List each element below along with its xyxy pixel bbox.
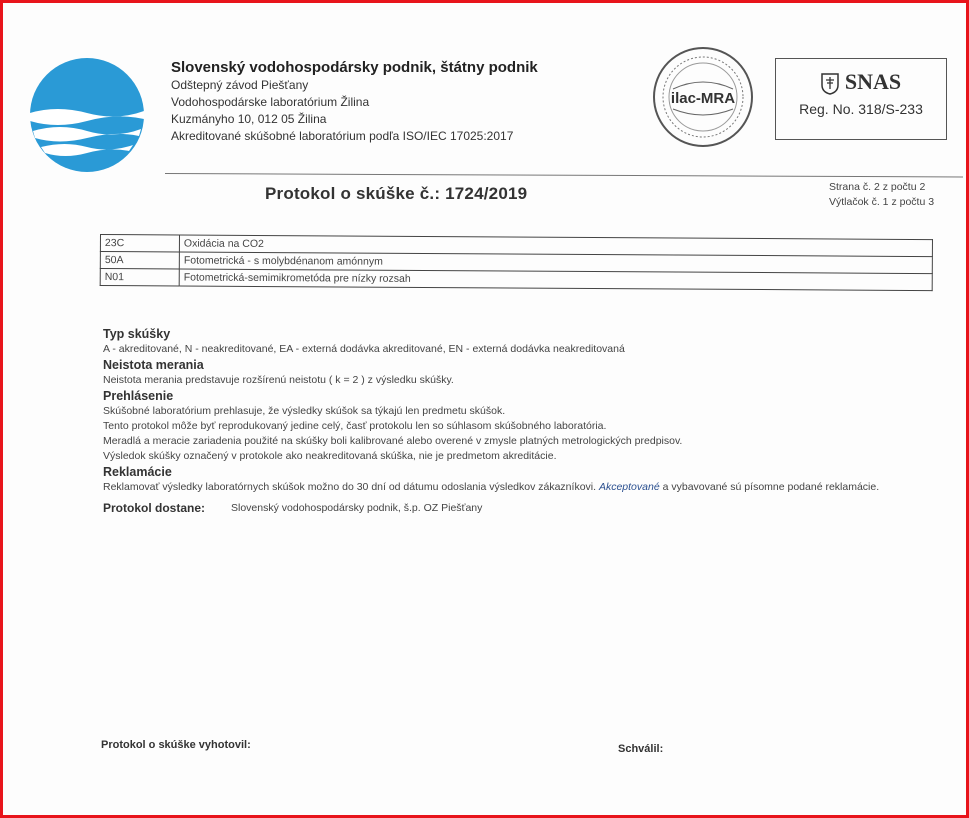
recipient-value: Slovenský vodohospodársky podnik, š.p. OZ Piešťany <box>231 502 483 514</box>
page-number: Strana č. 2 z počtu 2 <box>829 181 926 193</box>
prehlasenie-heading: Prehlásenie <box>103 389 174 403</box>
method-desc: Fotometrická-semimikrometóda pre nízky rozsah <box>179 269 932 291</box>
ilac-label: ilac-MRA <box>670 90 736 107</box>
org-address: Kuzmányho 10, 012 05 Žilina <box>171 112 327 126</box>
copy-number: Výtlačok č. 1 z počtu 3 <box>829 196 935 208</box>
neistota-text: Neistota merania predstavuje rozšírenú neistotu ( k = 2 ) z výsledku skúšky. <box>103 374 454 386</box>
reklamacie-text-part2: a vybavované sú písomne podané reklamácie. <box>662 481 880 493</box>
protocol-title: Protokol o skúške č.: 1724/2019 <box>265 184 528 203</box>
handwritten-stamp: Akceptované <box>598 481 660 493</box>
prehlasenie-line: Tento protokol môže byť reprodukovaný jedine celý, časť protokolu len so súhlasom skúšobného laboratória. <box>103 420 607 432</box>
method-desc: Fotometrická - s molybdénanom amónnym <box>179 252 932 274</box>
slovak-shield-icon <box>821 73 839 95</box>
snas-badge <box>775 58 947 140</box>
snas-reg-number: Reg. No. 318/S-233 <box>799 101 923 117</box>
prehlasenie-line: Výsledok skúšky označený v protokole ako neakreditovaná skúška, nie je predmetom akreditácie. <box>103 450 557 462</box>
recipient-label: Protokol dostane: <box>103 501 206 515</box>
prepared-by-label: Protokol o skúške vyhotovil: <box>101 739 251 751</box>
typ-heading: Typ skúšky <box>103 327 171 341</box>
org-accreditation: Akreditované skúšobné laboratórium podľa ISO/IEC 17025:2017 <box>171 129 514 143</box>
org-branch: Odštepný závod Piešťany <box>171 78 309 92</box>
svp-logo-icon <box>27 55 147 175</box>
methods-table <box>100 234 933 291</box>
prehlasenie-line: Meradlá a meracie zariadenia použité na skúšky boli kalibrované alebo overené v zmysle platných metrologických predpisov. <box>103 435 683 447</box>
typ-text: A - akreditované, N - neakreditované, EA - externá dodávka akreditované, EN - externá dodávka neakreditovaná <box>103 343 625 355</box>
reklamacie-text <box>103 480 923 495</box>
snas-brand: SNAS <box>844 69 902 94</box>
method-code: 23C <box>100 235 179 252</box>
method-desc: Oxidácia na CO2 <box>179 235 932 257</box>
ilac-mra-seal-icon <box>651 45 755 149</box>
organization-block <box>171 59 538 145</box>
method-code: N01 <box>100 269 179 286</box>
method-code: 50A <box>100 252 179 269</box>
approved-by-label: Schválil: <box>618 743 664 755</box>
page-info <box>829 180 934 210</box>
reklamacie-heading: Reklamácie <box>103 465 172 479</box>
reklamacie-text-part1: Reklamovať výsledky laboratórnych skúšok možno do 30 dní od dátumu odoslania výsledkov zákazníkovi. <box>103 481 597 493</box>
recipient-row <box>103 501 923 516</box>
neistota-heading: Neistota merania <box>103 358 204 372</box>
header-divider <box>165 173 963 177</box>
org-lab: Vodohospodárske laboratórium Žilina <box>171 95 370 109</box>
protocol-body <box>103 326 923 516</box>
org-name: Slovenský vodohospodársky podnik, štátny podnik <box>171 59 538 76</box>
prehlasenie-line: Skúšobné laboratórium prehlasuje, že výsledky skúšok sa týkajú len predmetu skúšok. <box>103 405 506 417</box>
